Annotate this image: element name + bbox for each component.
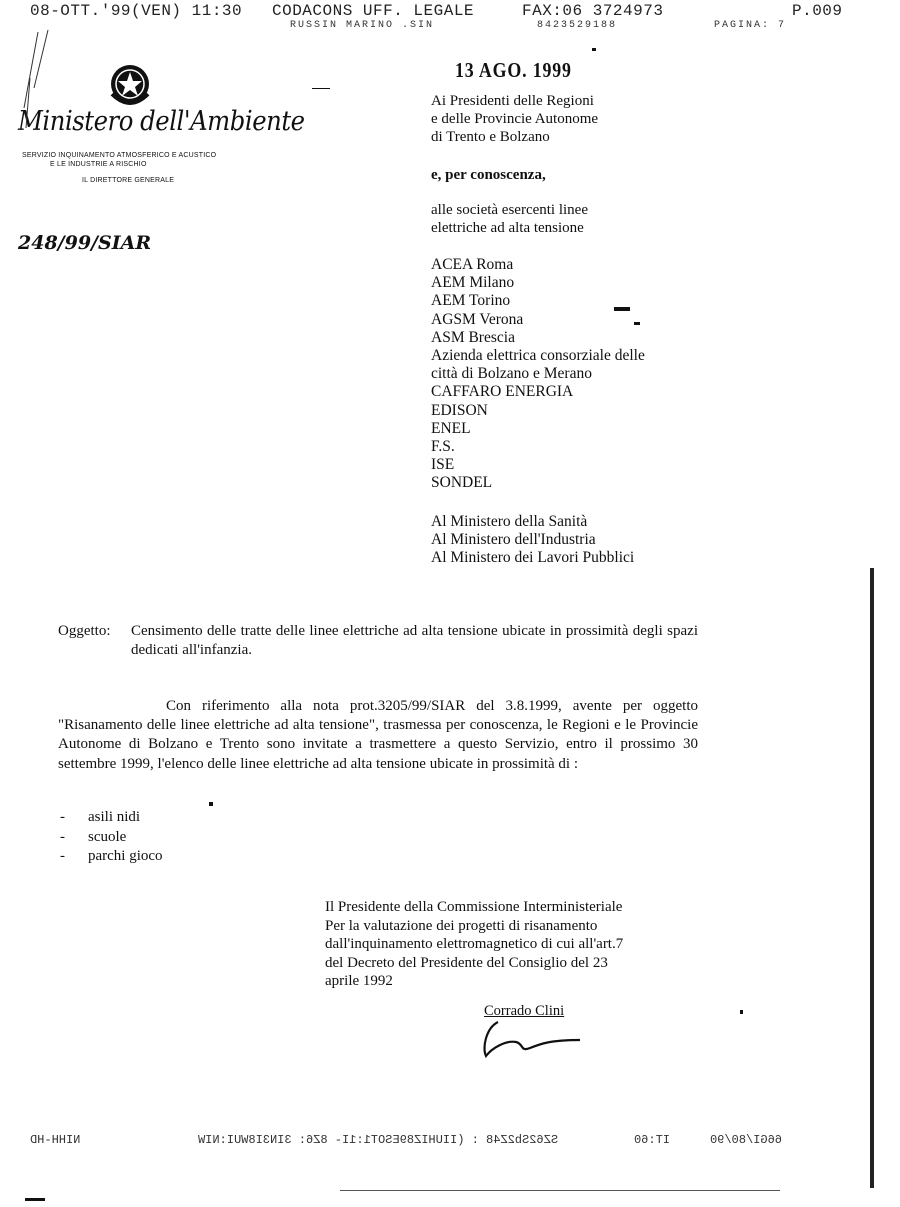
body-text: Con riferimento alla nota prot.3205/99/SIAR del 3.8.1999, avente per oggetto "Risanamento delle linee elettriche ad alta tensione", trasmessa per conoscenza, le Regioni e le Provincie Autonome di Bolzano e Trento sono invitate a trasmettere a questo Servizio, entro il prossimo 30 settembre 1999, l'elenco delle linee elettriche ad alta tensione ubicate in prossimità di : [58, 698, 698, 772]
fax-page: P.009 [792, 2, 843, 20]
fax-sub-page: PAGINA: 7 [714, 20, 787, 31]
signature-line: Per la valutazione dei progetti di risanamento [325, 917, 598, 934]
company-item: Azienda elettrica consorziale delle [431, 347, 645, 365]
subject-text: Censimento delle tratte delle linee elettriche ad alta tensione ubicate in prossimità degli spazi dedicati all'infanzia. [131, 623, 698, 658]
fax-number: FAX:06 3724973 [522, 2, 664, 20]
company-item: SONDEL [431, 474, 493, 492]
company-item: ASM Brescia [431, 328, 515, 346]
facility-list [60, 808, 163, 867]
fax-sub-number: 8423529188 [537, 20, 618, 31]
fax-sender: CODACONS UFF. LEGALE [272, 2, 475, 20]
ministry-recipients [431, 513, 634, 568]
companies-intro-line: alle società esercenti linee [431, 202, 588, 218]
companies-intro-line: elettriche ad alta tensione [431, 220, 584, 237]
list-item-text: parchi gioco [88, 848, 163, 864]
primary-recipients [431, 92, 598, 147]
signature-line: aprile 1992 [325, 973, 393, 989]
scan-mark [614, 307, 630, 311]
cc-label: e, per conoscenza, [431, 167, 546, 183]
company-list [431, 256, 699, 493]
scan-mark [209, 802, 213, 806]
service-line-1: SERVIZIO INQUINAMENTO ATMOSFERICO E ACUSTICO [22, 152, 217, 159]
service-line-2: E LE INDUSTRIE A RISCHIO [50, 161, 147, 168]
signature-line: Il Presidente della Commissione Interministeriale [325, 899, 623, 915]
companies-intro [431, 201, 588, 237]
scan-mark [312, 88, 330, 89]
footer-fax-left: NIHH-HD [30, 1133, 81, 1147]
date-stamp: 13 AGO. 1999 [455, 58, 572, 82]
fax-datetime: 08-OTT.'99(VEN) 11:30 [30, 2, 243, 20]
subject-label: Oggetto: [58, 623, 111, 639]
list-item-text: scuole [88, 828, 127, 845]
list-item: - scuole [60, 828, 127, 845]
ministry-line: Al Ministero dei Lavori Pubblici [431, 549, 635, 567]
fax-noise-icon [16, 28, 56, 128]
recipient-line: e delle Provincie Autonome [431, 111, 599, 128]
company-item: AEM Torino [431, 292, 511, 310]
scan-mark [25, 1198, 45, 1201]
scan-mark [340, 1190, 780, 1191]
footer-fax-middle: SZ62Sb2Z48 : (IIUHIZ89ESOT1:1I- 8Z6: 3IN3I8WUI:NIW [198, 1133, 559, 1147]
company-item: CAFFARO ENERGIA [431, 383, 574, 401]
ministry-name: Ministero dell'Ambiente [18, 106, 305, 137]
footer-fax-date: 66GI/80/90 [710, 1133, 783, 1147]
scan-mark [592, 48, 596, 51]
republic-emblem-icon [108, 62, 152, 108]
company-item: città di Bolzano e Merano [431, 365, 592, 383]
company-item: EDISON [431, 401, 488, 419]
signature-line: dall'inquinamento elettromagnetico di cui all'art.7 [325, 936, 624, 952]
body-paragraph [58, 697, 698, 774]
recipient-line: Ai Presidenti delle Regioni [431, 93, 594, 109]
signature-line: del Decreto del Presidente del Consiglio del 23 [325, 954, 608, 971]
list-item-text: asili nidi [88, 809, 141, 825]
scan-edge [870, 568, 874, 1188]
company-item: ACEA Roma [431, 256, 514, 273]
ministry-line: Al Ministero dell'Industria [431, 531, 596, 549]
company-item: AEM Milano [431, 274, 515, 292]
fax-sub-sender: RUSSIN MARINO .SIN [290, 20, 435, 31]
director-label: IL DIRETTORE GENERALE [82, 177, 175, 184]
signatory-name: Corrado Clini [484, 1003, 565, 1019]
signature-block [325, 898, 698, 991]
company-item: F.S. [431, 438, 455, 456]
handwritten-signature-icon [480, 1018, 590, 1060]
company-item: AGSM Verona [431, 310, 524, 328]
list-item: - parchi gioco [60, 848, 163, 864]
company-item: ISE [431, 456, 455, 474]
list-item: - asili nidi [60, 809, 141, 825]
recipient-line: di Trento e Bolzano [431, 129, 550, 146]
footer-fax-time: IT:60 [634, 1133, 671, 1147]
ministry-line: Al Ministero della Sanità [431, 513, 588, 530]
scan-mark [634, 322, 640, 325]
scan-mark [740, 1010, 743, 1014]
company-item: ENEL [431, 419, 471, 437]
protocol-number: 248/99/SIAR [18, 232, 152, 254]
